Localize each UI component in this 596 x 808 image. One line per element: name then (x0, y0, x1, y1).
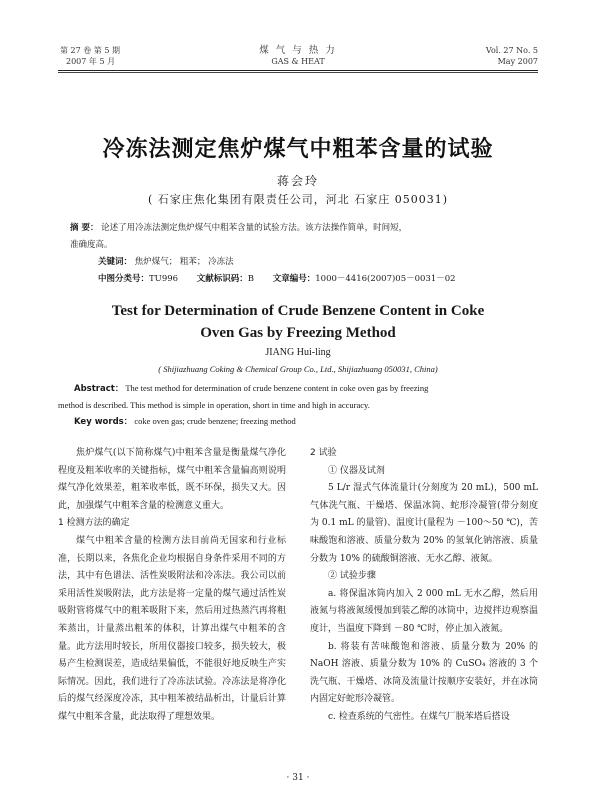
section-1-heading: 1 检测方法的确定 (58, 518, 130, 529)
journal-name-cn: 煤 气 与 热 力 (259, 45, 337, 56)
instruments-paragraph: 5 L/r 湿式气体流量计(分刻度为 20 mL)，500 mL 气体洗气瓶、干燥塔、保温冰筒、蛇形冷凝管(带分刻度为 0.1 mL 的量管)、温度计(量程为 －100～50 ℃)，苦味酸饱和溶液、质量分数为 20% 的氢氧化钠溶液、质量分数为 10% 的硫酸铜溶液、无水乙醇、液氮。 (310, 483, 538, 564)
abstract-cn-label: 摘 要： (70, 223, 99, 233)
abstract-cn (70, 220, 530, 288)
abstract-cn-line1 (70, 220, 530, 237)
author-en: JIANG Hui-ling (265, 347, 331, 358)
keywords-en-label: Key words： (74, 417, 133, 427)
affiliation-en: ( Shijiazhuang Coking & Chemical Group Co., Ltd., Shijiazhuang 050031, China) (158, 364, 438, 374)
article-no-value: 1000－4416(2007)05－0031－02 (315, 274, 456, 284)
header-rule-thick (58, 70, 538, 71)
keywords-en (58, 413, 540, 430)
abstract-en (58, 380, 540, 430)
subsection-steps: ② 试验步骤 (328, 571, 376, 582)
keywords-cn (98, 254, 530, 271)
author-cn: 蒋会玲 (276, 174, 319, 188)
journal-volume-en (486, 45, 538, 67)
abstract-cn-text1: 论述了用冷冻法测定焦炉煤气中粗苯含量的试验方法。该方法操作简单，时间短， (101, 223, 408, 233)
abstract-cn-text2: 准确度高。 (70, 240, 113, 250)
paper-title-en-line2: Oven Gas by Freezing Method (200, 325, 396, 341)
paper-title-cn: 冷冻法测定焦炉煤气中粗苯含量的试验 (102, 136, 494, 162)
body-left-column (58, 445, 286, 727)
date-en-text: May 2007 (497, 57, 538, 66)
abstract-en-text1: The test method for determination of crude benzene content in coke oven gas by freezing (125, 383, 429, 393)
clc-value: TU996 (149, 274, 179, 284)
keywords-cn-text: 焦炉煤气； 粗苯； 冷冻法 (134, 257, 234, 267)
step-a-paragraph: a. 将保温冰筒内加入 2 000 mL 无水乙醇，然后用液氮与将液氮缓慢加到装乙醇的冰筒中，边搅拌边观察温度计，当温度下降到 －80 ℃时，停止加入液氮。 (310, 588, 538, 634)
step-c-paragraph: c. 检查系统的气密性。在煤气厂脱苯塔后搭设 (328, 711, 510, 722)
section-2-heading: 2 试验 (310, 448, 337, 458)
intro-paragraph: 焦炉煤气(以下简称煤气)中粗苯含量是衡量煤气净化程度及粗苯收率的关键指标，煤气中粗苯含量偏高则说明煤气净化效果差，粗苯收率低，既不环保，损失又大。因此，加强煤气中粗苯含量的检测意义重大。 (58, 448, 286, 511)
affiliation-cn: ( 石家庄焦化集团有限责任公司，河北 石家庄 050031) (147, 193, 449, 206)
volume-en-text: Vol. 27 No. 5 (485, 46, 538, 55)
keywords-cn-label: 关键词： (98, 257, 133, 267)
classification-cn (98, 271, 530, 288)
doc-code-value: B (247, 274, 255, 284)
volume-issue-text: 第 27 卷 第 5 期 (60, 46, 120, 55)
paper-title-en-line1: Test for Determination of Crude Benzene Content in Coke (111, 303, 485, 319)
clc-label: 中图分类号： (98, 274, 150, 284)
issue-date-text: 2007 年 5 月 (66, 57, 116, 66)
step-b-paragraph: b. 将装有苦味酸饱和溶液、质量分数为 20% 的 NaOH 溶液、质量分数为 10% 的 CuSO₄ 溶液的 3 个洗气瓶、干燥塔、冰筒及流量计按顺序安装好，并在冰筒内固定好蛇形冷凝管。 (310, 641, 538, 705)
article-no-label: 文章编号： (272, 274, 316, 284)
abstract-en-text2: method is described. This method is simple in operation, short in time and high in accuracy. (58, 400, 370, 410)
body-right-column (310, 445, 538, 727)
abstract-en-label: Abstract： (74, 384, 124, 394)
abstract-en-line1 (58, 380, 540, 397)
method-paragraph: 煤气中粗苯含量的检测方法目前尚无国家和行业标准，长期以来，各焦化企业均根据自身条件采用不同的方法，其中有色谱法、活性炭吸附法和冷冻法。我公司以前采用活性炭吸附法，此方法是将一定量的煤气通过活性炭吸附管将煤气中的粗苯吸附下来，然后用过热蒸汽再将粗苯蒸出，计量蒸出粗苯的体积，计算出煤气中粗苯的含量。此方法用时较长，所用仪器接口较多，损失较大，极易产生检测误差，造成结果偏低，不能很好地反映生产实际情况。因此，我们进行了冷冻法试验。冷冻法是将净化后的煤气经深度冷冻，其中粗苯被结晶析出，计量后计算煤气中粗苯含量，此法取得了理想效果。 (58, 535, 286, 722)
header-rule-thin (58, 72, 538, 73)
journal-name-en: GAS & HEAT (271, 57, 325, 66)
doc-code-label: 文献标识码： (196, 274, 248, 284)
page-number: · 31 · (286, 773, 310, 783)
keywords-en-text: coke oven gas; crude benzene; freezing method (134, 416, 296, 426)
subsection-instruments: ① 仪器及试剂 (328, 465, 385, 476)
